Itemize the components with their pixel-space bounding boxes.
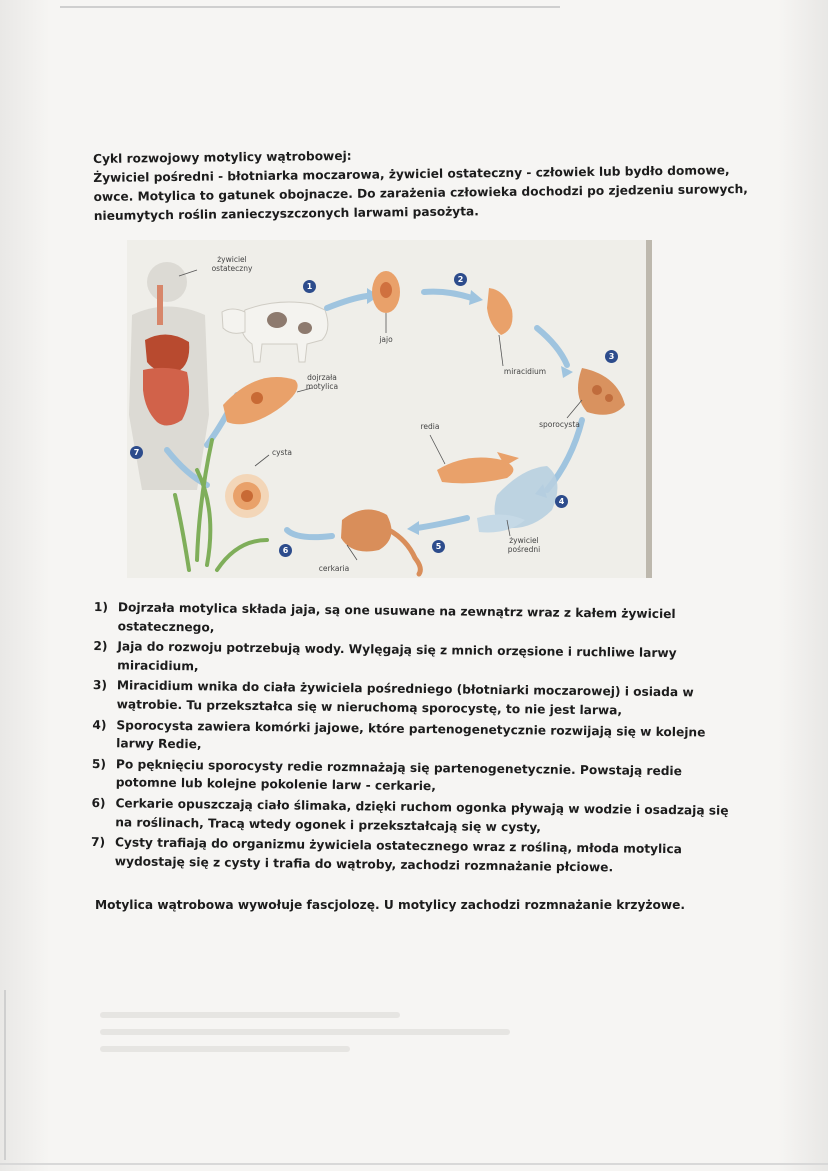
- step-badge-7: 7: [130, 446, 143, 459]
- intro-paragraph: [93, 142, 748, 226]
- list-item: 3) Miracidium wnika do ciała żywiciela pośredniego (błotniarki moczarowej) i osiada w wątrobie. Tu przekształca się w nieruchomą sporocystę, to nie jest larwa,: [92, 678, 694, 718]
- list-item: 6) Cerkarie opuszczają ciało ślimaka, dzięki ruchom ogonka pływają w wodzie i osadzają się na roślinach, Tracą wtedy ogonek i przekształcają się w cysty,: [91, 795, 729, 835]
- esophagus-shape: [157, 285, 163, 325]
- label-egg: jajo: [379, 335, 393, 344]
- step-badge-1: 1: [303, 280, 316, 293]
- scan-edge-left: [4, 990, 6, 1160]
- label-cercaria: cerkaria: [318, 564, 350, 573]
- step-badge-3: 3: [605, 350, 618, 363]
- list-item: 1) Dojrzała motylica składa jaja, są one usuwane na zewnątrz wraz z kałem żywiciel ostatecznego,: [93, 599, 676, 635]
- step-badge-4: 4: [555, 495, 568, 508]
- steps-list: [91, 598, 744, 880]
- step-badge-5: 5: [432, 540, 445, 553]
- label-miracidium: miracidium: [503, 367, 547, 376]
- label-redia: redia: [420, 422, 440, 431]
- conclusion-text: Motylica wątrobowa wywołuje fascjolozę. U motylicy zachodzi rozmnażanie krzyżowe.: [95, 898, 686, 912]
- intro-line: nieumytych roślin zanieczyszczonych larwami pasożyta.: [93, 204, 479, 223]
- miracidium-shape: [487, 288, 513, 335]
- list-item: 4) Sporocysta zawiera komórki jajowe, które partenogenetycznie rozwijają się w kolejne larwy Redie,: [92, 717, 706, 752]
- redia-shape: [437, 458, 513, 484]
- label-final-host: żywiciel ostateczny: [211, 255, 253, 273]
- cercaria-shape: [341, 510, 392, 552]
- intro-line: owce. Motylica to gatunek obojnacze. Do zarażenia człowieka dochodzi po zjedzeniu surowych,: [93, 182, 748, 204]
- scan-edge-top: [60, 6, 560, 8]
- scan-edge-bottom: [0, 1163, 828, 1165]
- label-cyst: cysta: [271, 448, 292, 457]
- label-adult-fluke: dojrzała motylica: [305, 373, 339, 391]
- list-item: 2) Jaja do rozwoju potrzebują wody. Wylęgają się z mnich orzęsione i ruchliwe larwy miracidium,: [93, 639, 677, 674]
- intro-title: Cykl rozwojowy motylicy wątrobowej:: [93, 148, 352, 166]
- list-item: 5) Po pęknięciu sporocysty redie rozmnażają się partenogenetycznie. Powstają redie potomne lub kolejne pokolenie larw - cerkarie,: [91, 756, 683, 794]
- life-cycle-illustration: [127, 240, 646, 578]
- life-cycle-diagram: [127, 240, 652, 578]
- step-badge-6: 6: [279, 544, 292, 557]
- list-item: 7) Cysty trafiają do organizmu żywiciela ostatecznego wraz z rośliną, młoda motylica wydostaję się z cysty i trafia do wątroby, zachodzi rozmnażanie płciowe.: [90, 835, 682, 875]
- label-intermediate-host: żywiciel pośredni: [507, 536, 541, 554]
- faint-bleedthrough-text: [100, 1012, 520, 1063]
- label-sporocyst: sporocysta: [539, 420, 580, 429]
- cow-illustration: [222, 302, 328, 362]
- intro-line: Żywiciel pośredni - błotniarka moczarowa, żywiciel ostateczny - człowiek lub bydło domowe,: [93, 163, 730, 185]
- step-badge-2: 2: [454, 273, 467, 286]
